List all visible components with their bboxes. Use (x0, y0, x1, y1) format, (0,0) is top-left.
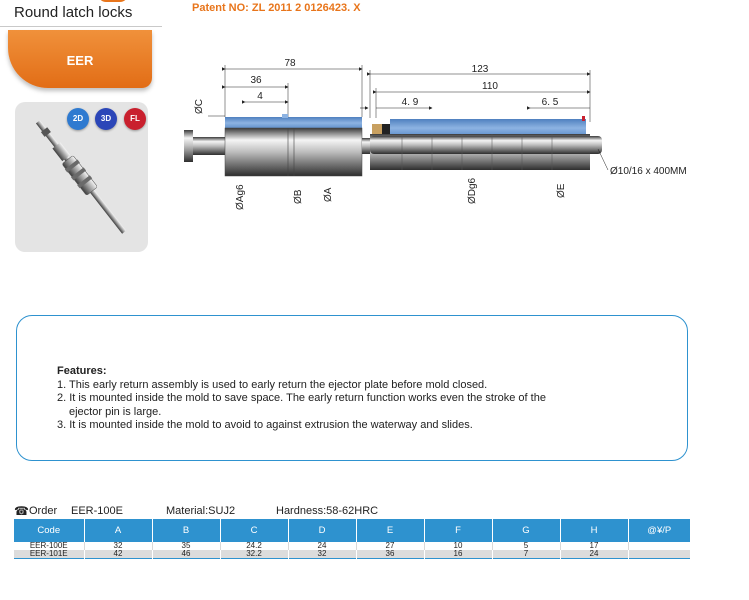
technical-drawing (170, 52, 710, 212)
feature-item: ejector pin is large. (69, 405, 162, 418)
product-code: EER (66, 53, 94, 68)
phone-icon: ☎ (14, 504, 29, 518)
col-header: B (152, 519, 220, 542)
col-header: C (220, 519, 288, 542)
table-cell: 24.2 (220, 542, 288, 550)
table-cell: 24 (288, 542, 356, 550)
product-code-tab (8, 30, 152, 88)
dim-78: 78 (284, 58, 296, 69)
col-header: E (356, 519, 424, 542)
col-header: Code (14, 519, 84, 542)
badge-fl[interactable]: FL (124, 108, 146, 130)
table-cell: 42 (84, 550, 152, 559)
dim-4: 4 (257, 91, 263, 102)
table-cell: 7 (492, 550, 560, 559)
dim-4-9: 4. 9 (401, 97, 419, 108)
label-dia-e: ØE (556, 183, 567, 198)
features-text (57, 365, 546, 433)
dim-6-5: 6. 5 (541, 97, 559, 108)
header-divider (0, 26, 162, 27)
dim-36: 36 (250, 75, 262, 86)
badge-3d[interactable]: 3D (95, 108, 117, 130)
table-cell: 16 (424, 550, 492, 559)
page-title: Round latch locks (14, 4, 133, 21)
table-cell: 5 (492, 542, 560, 550)
table-cell: 32 (288, 550, 356, 559)
label-dia-b: ØB (293, 189, 304, 204)
table-cell (628, 550, 690, 559)
label-pin-size: Ø10/16 x 400MM (610, 166, 687, 177)
table-cell: 32 (84, 542, 152, 550)
table-cell (628, 542, 690, 550)
label-dia-a: ØA (323, 187, 334, 202)
label-dia-ag6: ØAg6 (235, 184, 246, 210)
table-cell: 10 (424, 542, 492, 550)
col-header: @¥/P (628, 519, 690, 542)
table-cell: 24 (560, 550, 628, 559)
dim-110: 110 (482, 81, 498, 92)
label-dia-c: ØC (194, 99, 205, 114)
table-cell: 32.2 (220, 550, 288, 559)
order-label: Order (29, 505, 58, 517)
feature-item: 2. It is mounted inside the mold to save space. The early return function works even the stroke of the (57, 392, 546, 404)
spec-table (14, 519, 690, 559)
table-cell: EER-101E (14, 550, 84, 559)
badge-2d[interactable]: 2D (67, 108, 89, 130)
table-row (14, 550, 690, 559)
col-header: D (288, 519, 356, 542)
col-header: A (84, 519, 152, 542)
hardness: Hardness:58-62HRC (276, 505, 379, 517)
table-cell: 46 (152, 550, 220, 559)
table-cell: 17 (560, 542, 628, 550)
table-cell: EER-100E (14, 542, 84, 550)
feature-item: 3. It is mounted inside the mold to avoid to against extrusion the waterway and slides. (57, 419, 473, 431)
header-decoration (98, 0, 128, 2)
col-header: H (560, 519, 628, 542)
col-header: G (492, 519, 560, 542)
order-example: EER-100E (71, 505, 123, 517)
label-dia-dg6: ØDg6 (467, 177, 478, 204)
features-title: Features: (57, 365, 107, 377)
table-cell: 36 (356, 550, 424, 559)
table-cell: 27 (356, 542, 424, 550)
table-header-row (14, 519, 690, 542)
col-header: F (424, 519, 492, 542)
dim-123: 123 (471, 64, 489, 75)
material: Material:SUJ2 (166, 505, 236, 517)
feature-item: 1. This early return assembly is used to early return the ejector plate before mold closed. (57, 378, 488, 391)
table-cell: 35 (152, 542, 220, 550)
patent-number: Patent NO: ZL 2011 2 0126423. X (192, 2, 361, 14)
